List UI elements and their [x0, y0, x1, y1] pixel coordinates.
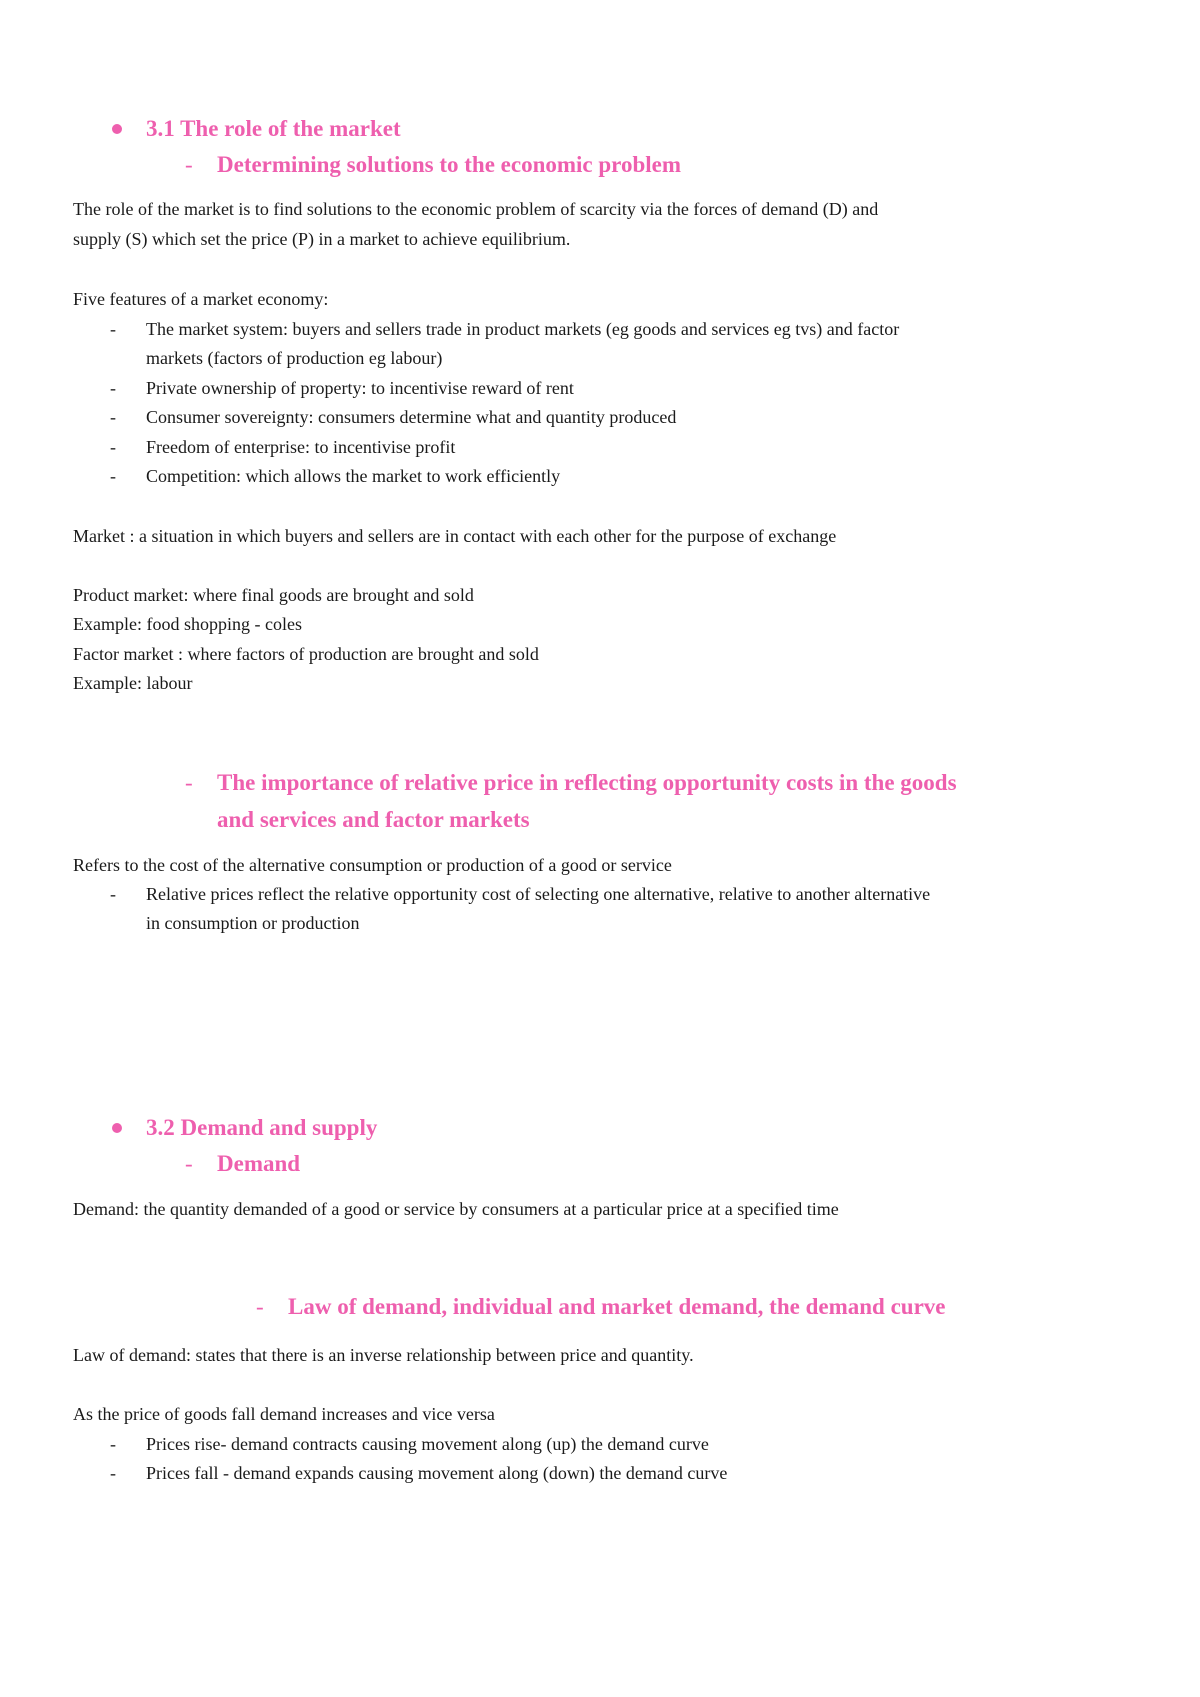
dash-icon: -	[110, 319, 116, 339]
product-market-example: Example: food shopping - coles	[73, 614, 302, 634]
list-item: - The market system: buyers and sellers trade in product markets (eg goods and services eg tvs) and factor	[110, 316, 899, 343]
dash-icon: -	[110, 437, 116, 457]
list-item: - Consumer sovereignty: consumers determine what and quantity produced	[110, 404, 676, 431]
dash-icon: -	[110, 1463, 116, 1483]
list-item: - Prices rise- demand contracts causing movement along (up) the demand curve	[110, 1431, 709, 1458]
dash-icon: -	[185, 152, 193, 177]
section-heading-3-1: 3.1 The role of the market	[112, 112, 401, 146]
dash-icon: -	[110, 1434, 116, 1454]
factor-market-example: Example: labour	[73, 673, 193, 693]
dash-icon: -	[185, 1151, 193, 1176]
list-item-continuation: markets (factors of production eg labour)	[146, 348, 443, 368]
demand-definition: Demand: the quantity demanded of a good or service by consumers at a particular price at a specified time	[73, 1199, 839, 1219]
section-heading-3-2: 3.2 Demand and supply	[112, 1111, 377, 1145]
dash-icon: -	[256, 1294, 264, 1319]
dash-icon: -	[185, 770, 193, 795]
subheading-demand: - Demand	[185, 1147, 300, 1181]
intro-line-2: supply (S) which set the price (P) in a market to achieve equilibrium.	[73, 229, 571, 249]
subheading-law-of-demand: - Law of demand, individual and market demand, the demand curve	[256, 1290, 946, 1324]
refers-text: Refers to the cost of the alternative consumption or production of a good or service	[73, 855, 672, 875]
dash-icon: -	[110, 378, 116, 398]
bullet-icon	[112, 1123, 122, 1133]
subheading-relative-price-continuation: and services and factor markets	[217, 807, 530, 832]
list-item: - Private ownership of property: to incentivise reward of rent	[110, 375, 574, 402]
subheading-determining-solutions: - Determining solutions to the economic problem	[185, 148, 681, 182]
intro-line-1: The role of the market is to find solutions to the economic problem of scarcity via the forces of demand (D) and	[73, 199, 879, 219]
list-item: - Freedom of enterprise: to incentivise profit	[110, 434, 455, 461]
factor-market-definition: Factor market : where factors of production are brought and sold	[73, 644, 539, 664]
dash-icon: -	[110, 466, 116, 486]
dash-icon: -	[110, 884, 116, 904]
list-item-continuation: in consumption or production	[146, 913, 360, 933]
list-item: - Relative prices reflect the relative opportunity cost of selecting one alternative, relative to another alternative	[110, 881, 930, 908]
law-of-demand-definition: Law of demand: states that there is an inverse relationship between price and quantity.	[73, 1345, 694, 1365]
bullet-icon	[112, 124, 122, 134]
market-definition: Market : a situation in which buyers and sellers are in contact with each other for the purpose of exchange	[73, 526, 837, 546]
features-title: Five features of a market economy:	[73, 289, 329, 309]
as-price-text: As the price of goods fall demand increases and vice versa	[73, 1404, 495, 1424]
product-market-definition: Product market: where final goods are brought and sold	[73, 585, 474, 605]
list-item: - Competition: which allows the market to work efficiently	[110, 463, 560, 490]
list-item: - Prices fall - demand expands causing movement along (down) the demand curve	[110, 1460, 727, 1487]
dash-icon: -	[110, 407, 116, 427]
subheading-relative-price: - The importance of relative price in reflecting opportunity costs in the goods	[185, 766, 957, 800]
